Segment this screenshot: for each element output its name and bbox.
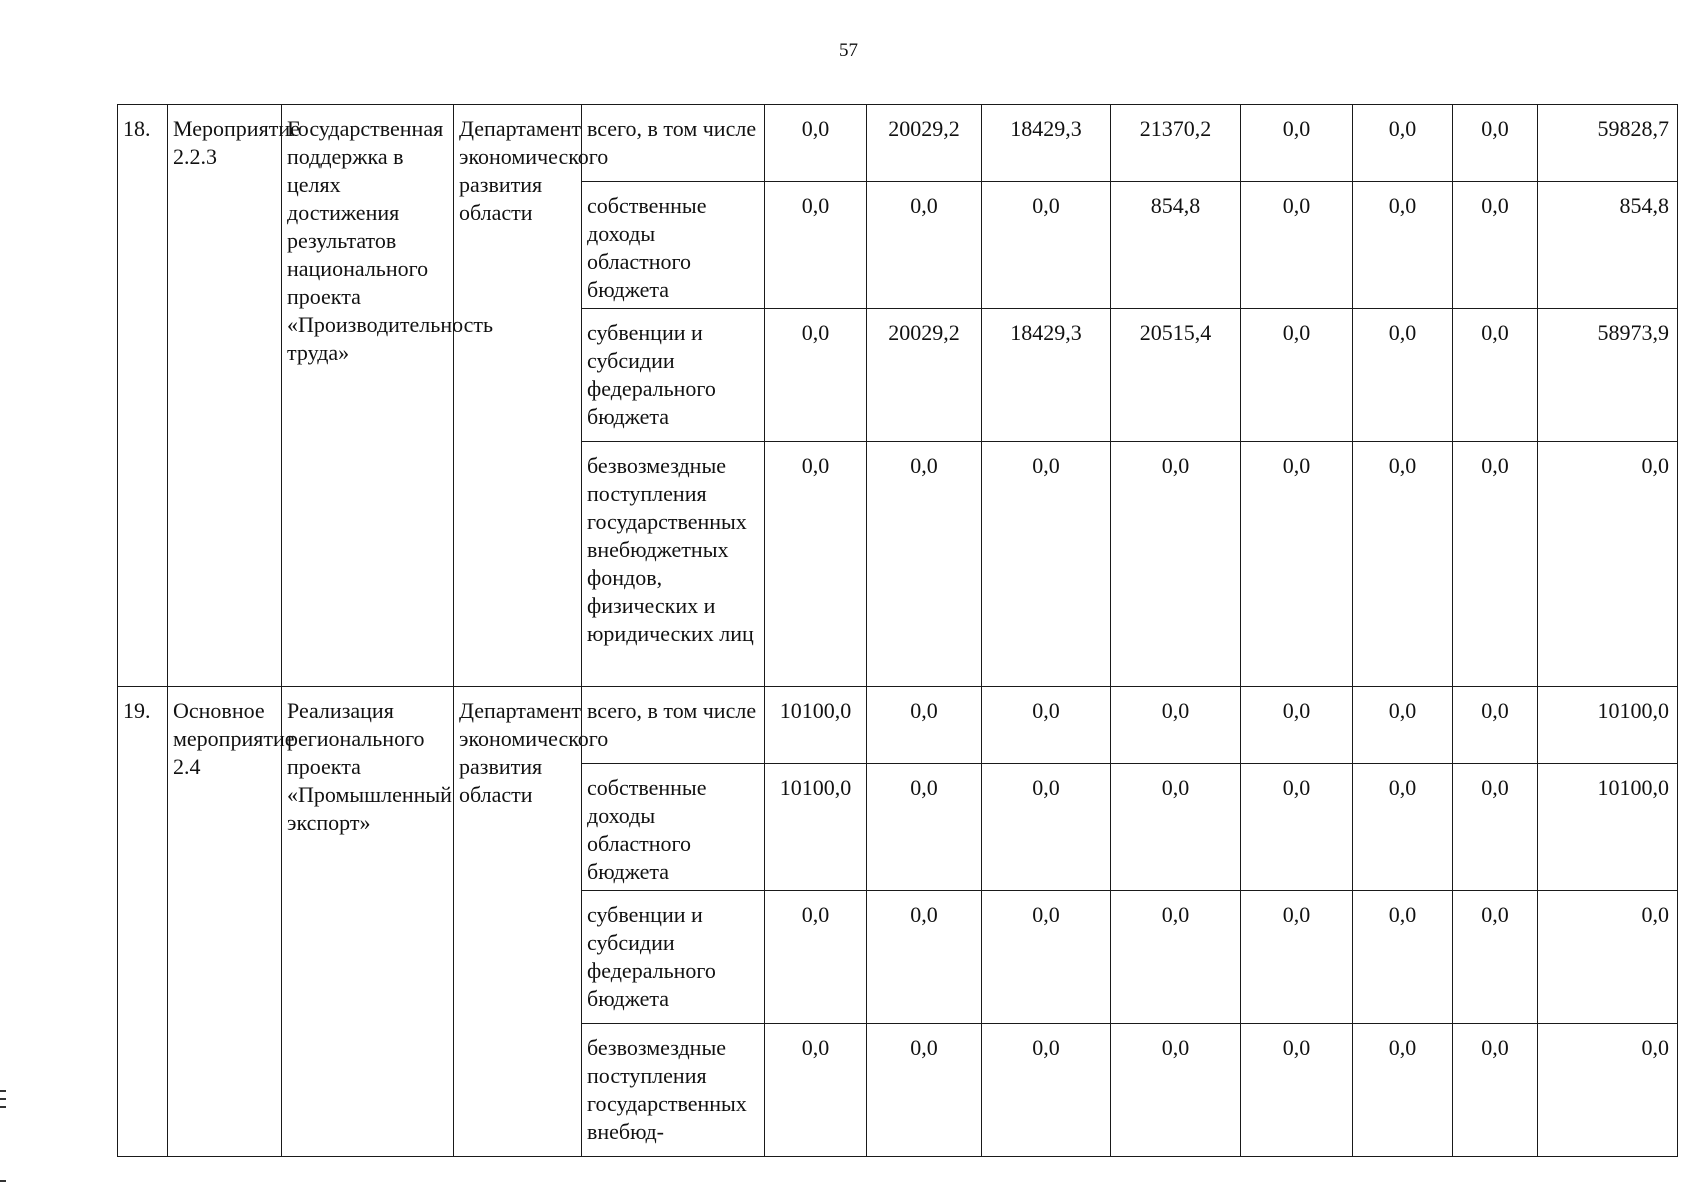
value-cell: 0,0	[1111, 1024, 1241, 1157]
funding-source: всего, в том числе	[582, 105, 765, 182]
value-cell: 0,0	[1353, 442, 1453, 687]
value-cell: 0,0	[982, 891, 1111, 1024]
value-cell: 0,0	[982, 182, 1111, 309]
funding-source: собственные доходы областного бюджета	[582, 764, 765, 891]
value-cell: 0,0	[1241, 687, 1353, 764]
total-cell: 10100,0	[1538, 764, 1678, 891]
total-cell: 0,0	[1538, 442, 1678, 687]
value-cell: 0,0	[765, 182, 867, 309]
table-row	[118, 105, 1678, 182]
value-cell: 0,0	[765, 442, 867, 687]
value-cell: 18429,3	[982, 309, 1111, 442]
funding-source: собственные доходы областного бюджета	[582, 182, 765, 309]
total-cell: 10100,0	[1538, 687, 1678, 764]
value-cell: 0,0	[1353, 182, 1453, 309]
value-cell: 0,0	[1241, 1024, 1353, 1157]
value-cell: 20029,2	[867, 309, 982, 442]
value-cell: 0,0	[982, 442, 1111, 687]
measure-type: Мероприятие 2.2.3	[168, 105, 282, 687]
value-cell: 0,0	[982, 764, 1111, 891]
value-cell: 0,0	[1353, 764, 1453, 891]
value-cell: 0,0	[1111, 764, 1241, 891]
value-cell: 0,0	[1453, 309, 1538, 442]
value-cell: 0,0	[765, 891, 867, 1024]
value-cell: 21370,2	[1111, 105, 1241, 182]
value-cell: 10100,0	[765, 687, 867, 764]
funding-source: безвозмездные поступления государственных внебюджетных фондов, физических и юридических лиц	[582, 442, 765, 687]
funding-source: субвенции и субсидии федерального бюджета	[582, 309, 765, 442]
executor: Департамент экономического развития области	[454, 687, 582, 1157]
value-cell: 0,0	[982, 687, 1111, 764]
value-cell: 20029,2	[867, 105, 982, 182]
value-cell: 0,0	[1453, 182, 1538, 309]
value-cell: 0,0	[1453, 442, 1538, 687]
value-cell: 18429,3	[982, 105, 1111, 182]
measure-name: Государственная поддержка в целях достижения результатов национального проекта «Производительность труда»	[282, 105, 454, 687]
executor: Департамент экономического развития области	[454, 105, 582, 687]
value-cell: 0,0	[1353, 309, 1453, 442]
value-cell: 854,8	[1111, 182, 1241, 309]
value-cell: 0,0	[1353, 891, 1453, 1024]
value-cell: 20515,4	[1111, 309, 1241, 442]
total-cell: 0,0	[1538, 891, 1678, 1024]
value-cell: 0,0	[1241, 182, 1353, 309]
value-cell: 0,0	[1241, 442, 1353, 687]
value-cell: 0,0	[1453, 891, 1538, 1024]
value-cell: 0,0	[1453, 105, 1538, 182]
total-cell: 58973,9	[1538, 309, 1678, 442]
margin-mark	[0, 1090, 6, 1092]
value-cell: 0,0	[867, 442, 982, 687]
value-cell: 0,0	[1453, 764, 1538, 891]
table-row	[118, 687, 1678, 764]
value-cell: 0,0	[1353, 105, 1453, 182]
value-cell: 0,0	[1111, 891, 1241, 1024]
value-cell: 0,0	[867, 687, 982, 764]
margin-mark	[0, 1180, 6, 1182]
row-index: 19.	[118, 687, 168, 1157]
value-cell: 0,0	[867, 1024, 982, 1157]
value-cell: 0,0	[765, 1024, 867, 1157]
funding-source: всего, в том числе	[582, 687, 765, 764]
value-cell: 0,0	[867, 764, 982, 891]
value-cell: 0,0	[1241, 891, 1353, 1024]
value-cell: 0,0	[1111, 442, 1241, 687]
measure-name: Реализация регионального проекта «Промышленный экспорт»	[282, 687, 454, 1157]
value-cell: 0,0	[1241, 105, 1353, 182]
value-cell: 10100,0	[765, 764, 867, 891]
value-cell: 0,0	[765, 105, 867, 182]
value-cell: 0,0	[982, 1024, 1111, 1157]
value-cell: 0,0	[1453, 1024, 1538, 1157]
value-cell: 0,0	[1241, 309, 1353, 442]
total-cell: 854,8	[1538, 182, 1678, 309]
page-number: 57	[839, 40, 858, 61]
total-cell: 59828,7	[1538, 105, 1678, 182]
budget-table	[117, 104, 1678, 1157]
funding-source: безвозмездные поступления государственных внебюд-	[582, 1024, 765, 1157]
margin-mark	[0, 1106, 6, 1108]
margin-mark	[0, 1098, 6, 1100]
value-cell: 0,0	[765, 309, 867, 442]
value-cell: 0,0	[1353, 1024, 1453, 1157]
value-cell: 0,0	[867, 182, 982, 309]
value-cell: 0,0	[1353, 687, 1453, 764]
total-cell: 0,0	[1538, 1024, 1678, 1157]
measure-type: Основное мероприятие 2.4	[168, 687, 282, 1157]
row-index: 18.	[118, 105, 168, 687]
value-cell: 0,0	[867, 891, 982, 1024]
value-cell: 0,0	[1111, 687, 1241, 764]
funding-source: субвенции и субсидии федерального бюджета	[582, 891, 765, 1024]
value-cell: 0,0	[1241, 764, 1353, 891]
value-cell: 0,0	[1453, 687, 1538, 764]
